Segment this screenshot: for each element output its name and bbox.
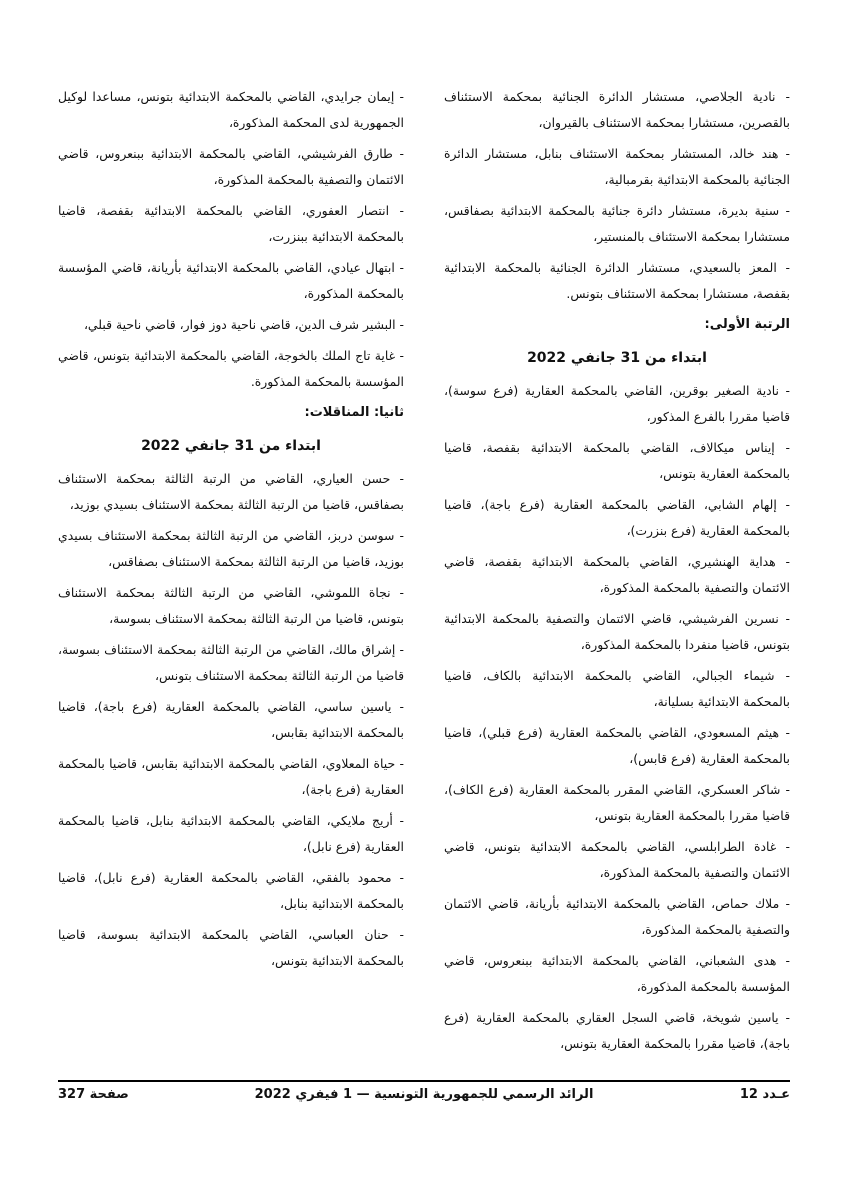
list-item: - سوسن دربز، القاضي من الرتبة الثالثة بمحكمة الاستئناف بسيدي بوزيد، قاضيا من الرتبة الثالثة بمحكمة الاستئناف بصفاقس،: [58, 528, 404, 569]
list-item: - حياة المعلاوي، القاضي بالمحكمة الابتدائية بقابس، قاضيا بالمحكمة العقارية (فرع باجة)،: [58, 756, 404, 797]
list-item: - هيثم المسعودي، القاضي بالمحكمة العقارية (فرع قبلي)، قاضيا بالمحكمة العقارية (فرع قابس)،: [444, 725, 790, 766]
list-item: - نسرين الفرشيشي، قاضي الائتمان والتصفية بالمحكمة الابتدائية بتونس، قاضيا منفردا بالمحكمة المذكورة،: [444, 611, 790, 652]
effective-date-heading: ابتداء من 31 جانفي 2022: [527, 350, 707, 366]
section-heading-transfers: ثانيا: المناقلات:: [304, 405, 404, 420]
list-item: - نادية الصغير بوقرين، القاضي بالمحكمة العقارية (فرع سوسة)، قاضيا مقررا بالفرع المذكور،: [444, 383, 790, 424]
section-heading-rank: الرتبة الأولى:: [704, 317, 790, 332]
list-item: - ابتهال عيادي، القاضي بالمحكمة الابتدائية بأريانة، قاضي المؤسسة بالمحكمة المذكورة،: [58, 260, 404, 301]
list-item: - غادة الطرابلسي، القاضي بالمحكمة الابتدائية بتونس، قاضي الائتمان والتصفية بالمحكمة المذكورة،: [444, 839, 790, 880]
list-item: - هند خالد، المستشار بمحكمة الاستئناف بنابل، مستشار الدائرة الجنائية بالمحكمة الابتدائية بقرمبالية،: [444, 146, 790, 187]
page-footer: [58, 1087, 790, 1109]
list-item: - إشراق مالك، القاضي من الرتبة الثالثة بمحكمة الاستئناف بسوسة، قاضيا من الرتبة الثالثة بمحكمة الاستئناف بتونس،: [58, 642, 404, 683]
list-item: - هدى الشعباني، القاضي بالمحكمة الابتدائية ببنعروس، قاضي المؤسسة بالمحكمة المذكورة،: [444, 953, 790, 994]
list-item: - نجاة اللموشي، القاضي من الرتبة الثالثة بمحكمة الاستئناف بتونس، قاضيا من الرتبة الثالثة بمحكمة الاستئناف بسوسة،: [58, 585, 404, 626]
list-item: - شيماء الجبالي، القاضي بالمحكمة الابتدائية بالكاف، قاضيا بالمحكمة الابتدائية بسليانة،: [444, 668, 790, 709]
list-item: - محمود بالفقي، القاضي بالمحكمة العقارية (فرع نابل)، قاضيا بالمحكمة الابتدائية بنابل،: [58, 870, 404, 911]
issue-number: عـدد 12: [739, 1087, 790, 1102]
list-item: - البشير شرف الدين، قاضي ناحية دوز فوار، قاضي ناحية قبلي،: [83, 317, 404, 332]
list-item: - نادية الجلاصي، مستشار الدائرة الجنائية بمحكمة الاستئناف بالقصرين، مستشارا بمحكمة الاستئناف بالقيروان،: [444, 89, 790, 130]
left-column: [58, 84, 404, 979]
list-item: - إلهام الشابي، القاضي بالمحكمة العقارية (فرع باجة)، قاضيا بالمحكمة العقارية (فرع بنزرت)،: [444, 497, 790, 538]
effective-date-heading: ابتداء من 31 جانفي 2022: [141, 438, 321, 454]
journal-title-date: الرائد الرسمي للجمهورية التونسية — 1 فيفري 2022: [254, 1087, 594, 1102]
list-item: - سنية بديرة، مستشار دائرة جنائية بالمحكمة الابتدائية بصفاقس، مستشارا بمحكمة الاستئناف بالمنستير،: [444, 203, 790, 244]
list-item: - أريج ملايكي، القاضي بالمحكمة الابتدائية بنابل، قاضيا بالمحكمة العقارية (فرع نابل)،: [58, 813, 404, 854]
list-item: - حسن العياري، القاضي من الرتبة الثالثة بمحكمة الاستئناف بصفاقس، قاضيا من الرتبة الثالثة بمحكمة الاستئناف بسيدي بوزيد،: [58, 471, 404, 512]
list-item: - ياسين ساسي، القاضي بالمحكمة العقارية (فرع باجة)، قاضيا بالمحكمة الابتدائية بقابس،: [58, 699, 404, 740]
list-item: - شاكر العسكري، القاضي المقرر بالمحكمة العقارية (فرع الكاف)، قاضيا مقررا بالمحكمة العقارية بتونس،: [444, 782, 790, 823]
right-column: [444, 84, 790, 1062]
list-item: - إيناس ميكالاف، القاضي بالمحكمة الابتدائية بقفصة، قاضيا بالمحكمة العقارية بتونس،: [444, 440, 790, 481]
page-number: صفحة 327: [58, 1087, 129, 1102]
list-item: - إيمان جرايدي، القاضي بالمحكمة الابتدائية بتونس، مساعدا لوكيل الجمهورية لدى المحكمة المذكورة،: [58, 89, 404, 130]
footer-divider: [58, 1080, 790, 1082]
list-item: - انتصار العفوري، القاضي بالمحكمة الابتدائية بقفصة، قاضيا بالمحكمة الابتدائية ببنزرت،: [58, 203, 404, 244]
list-item: - هداية الهنشيري، القاضي بالمحكمة الابتدائية بقفصة، قاضي الائتمان والتصفية بالمحكمة المذكورة،: [444, 554, 790, 595]
list-item: - ياسين شويخة، قاضي السجل العقاري بالمحكمة العقارية (فرع باجة)، قاضيا مقررا بالمحكمة العقارية بتونس،: [444, 1010, 790, 1051]
list-item: - غاية تاج الملك بالخوجة، القاضي بالمحكمة الابتدائية بتونس، قاضي المؤسسة بالمحكمة المذكورة.: [58, 348, 404, 389]
list-item: - ملاك حماص، القاضي بالمحكمة الابتدائية بأريانة، قاضي الائتمان والتصفية بالمحكمة المذكورة،: [444, 896, 790, 937]
list-item: - طارق الفرشيشي، القاضي بالمحكمة الابتدائية ببنعروس، قاضي الائتمان والتصفية بالمحكمة المذكورة،: [58, 146, 404, 187]
list-item: - المعز بالسعيدي، مستشار الدائرة الجنائية بالمحكمة الابتدائية بقفصة، مستشارا بمحكمة الاستئناف بتونس.: [444, 260, 790, 301]
list-item: - حنان العباسي، القاضي بالمحكمة الابتدائية بسوسة، قاضيا بالمحكمة الابتدائية بتونس،: [58, 927, 404, 968]
